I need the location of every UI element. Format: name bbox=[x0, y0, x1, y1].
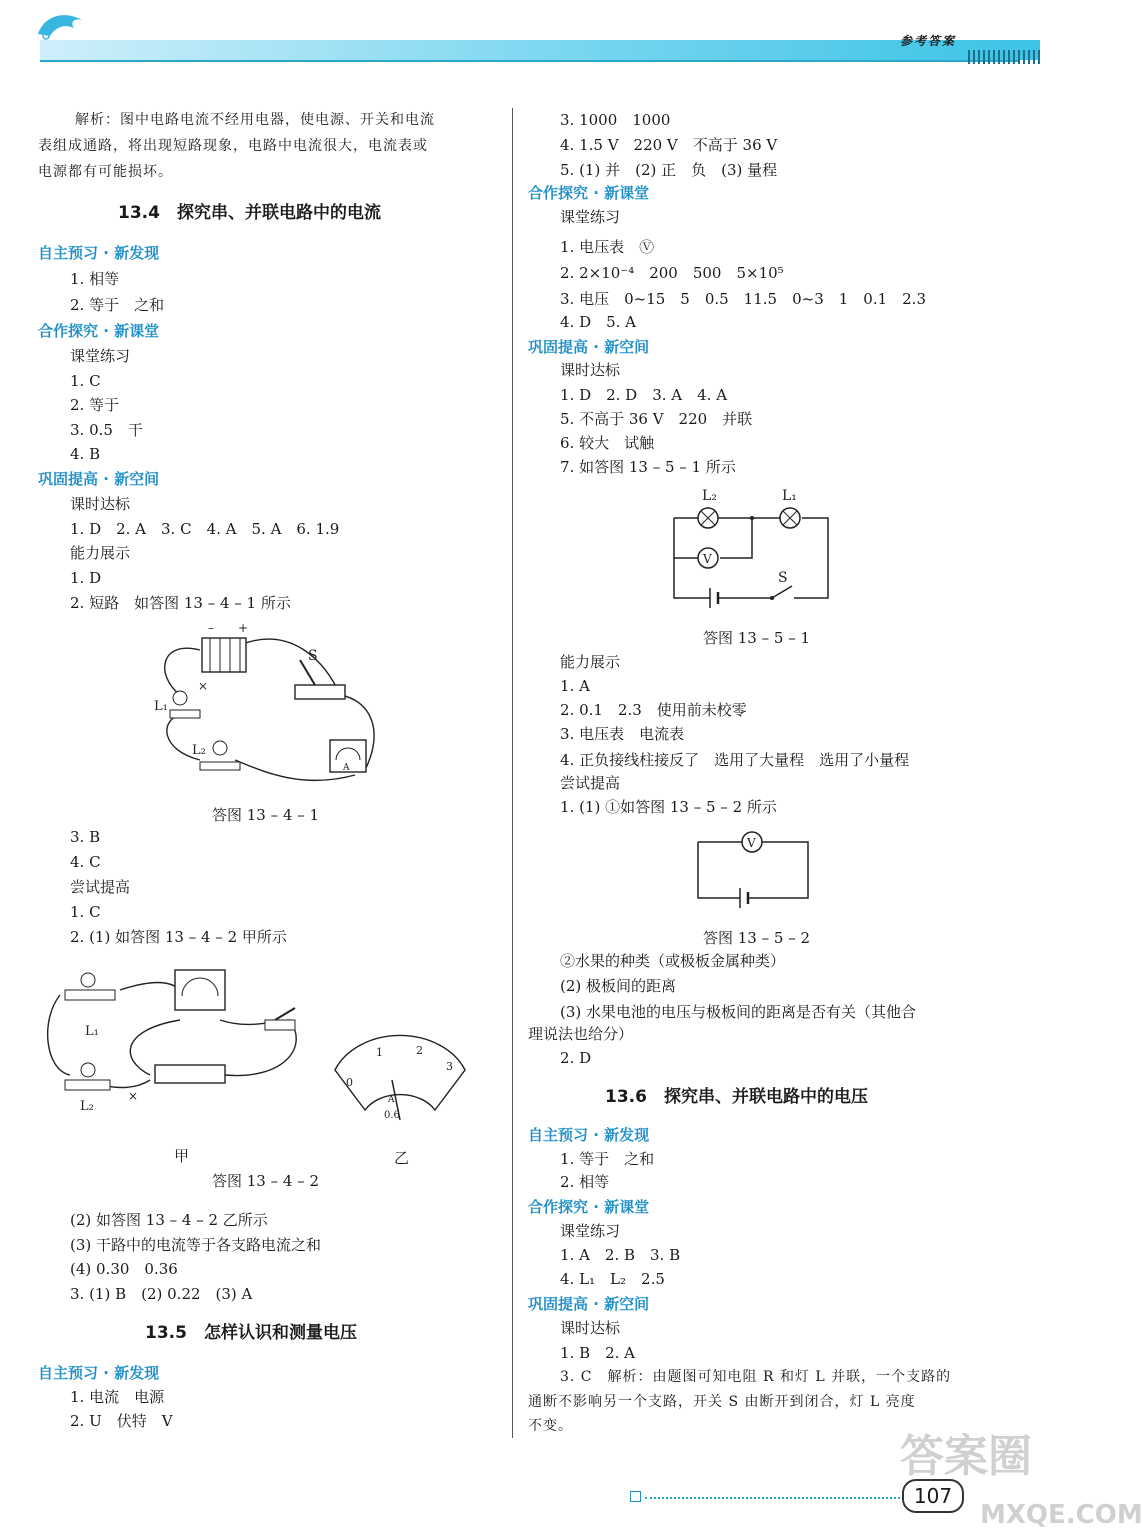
answer-line: 理说法也给分） bbox=[528, 1025, 634, 1043]
header-ticks bbox=[968, 50, 1040, 64]
answer-line: 电源都有可能损坏。 bbox=[38, 164, 173, 180]
answer-line: 5. 不高于 36 V 220 并联 bbox=[560, 410, 753, 428]
answer-line: (4) 0.30 0.36 bbox=[70, 1260, 178, 1278]
section-heading: 13.4 探究串、并联电路中的电流 bbox=[118, 203, 381, 223]
answer-line: 3. (1) B (2) 0.22 (3) A bbox=[70, 1285, 253, 1303]
figure-13-5-1 bbox=[660, 478, 840, 613]
section-heading: 13.5 怎样认识和测量电压 bbox=[145, 1323, 357, 1343]
answer-line: (2) 如答图 13 – 4 – 2 乙所示 bbox=[70, 1211, 268, 1229]
section-label: 巩固提高 · 新空间 bbox=[528, 338, 650, 356]
answer-line: 尝试提高 bbox=[560, 774, 621, 792]
answer-line: 3. 电压 0~15 5 0.5 11.5 0~3 1 0.1 2.3 bbox=[560, 290, 926, 308]
answer-line: 解析：图中电路电流不经用电器，使电源、开关和电流 bbox=[75, 112, 435, 128]
answer-line: 5. (1) 并 (2) 正 负 (3) 量程 bbox=[560, 161, 778, 179]
answer-line: 1. D bbox=[70, 569, 102, 587]
svg-text:L₂: L₂ bbox=[192, 743, 206, 758]
svg-text:L₂: L₂ bbox=[702, 488, 717, 504]
svg-text:1: 1 bbox=[376, 1046, 383, 1059]
answer-line: 3. 0.5 干 bbox=[70, 421, 143, 439]
answer-line: 4. D 5. A bbox=[560, 313, 637, 331]
svg-text:V: V bbox=[703, 552, 712, 566]
caption-13-4-1: 答图 13 – 4 – 1 bbox=[212, 806, 320, 824]
answer-line: 通断不影响另一个支路，开关 S 由断开到闭合，灯 L 亮度 bbox=[528, 1394, 916, 1410]
svg-text:×: × bbox=[198, 679, 209, 693]
answer-line: 不变。 bbox=[528, 1418, 573, 1434]
answer-line: 4. L₁ L₂ 2.5 bbox=[560, 1270, 665, 1288]
answer-line: 2. 短路 如答图 13 – 4 – 1 所示 bbox=[70, 594, 291, 612]
answer-line: 尝试提高 bbox=[70, 878, 131, 896]
battery-pack-icon bbox=[202, 638, 246, 672]
caption-13-4-2-b: 乙 bbox=[394, 1149, 410, 1167]
answer-line: 3. 1000 1000 bbox=[560, 111, 671, 129]
section-label: 巩固提高 · 新空间 bbox=[528, 1295, 650, 1313]
svg-text:–: – bbox=[208, 621, 214, 635]
figure-13-4-2-b bbox=[330, 1040, 470, 1130]
section-label: 自主预习 · 新发现 bbox=[38, 1364, 160, 1382]
answer-line: 3. C 解析：由题图可知电阻 R 和灯 L 并联，一个支路的 bbox=[560, 1369, 952, 1385]
svg-text:0: 0 bbox=[346, 1076, 353, 1089]
header-rule bbox=[40, 60, 1020, 62]
svg-text:L₁: L₁ bbox=[782, 488, 797, 504]
answer-line: 1. 等于 之和 bbox=[560, 1150, 655, 1168]
section-label: 自主预习 · 新发现 bbox=[38, 244, 160, 262]
answer-line: 1. 相等 bbox=[70, 270, 120, 288]
answer-line: 能力展示 bbox=[560, 653, 621, 671]
caption-13-5-2: 答图 13 – 5 – 2 bbox=[703, 929, 811, 947]
svg-text:0.6: 0.6 bbox=[384, 1110, 400, 1121]
answer-line: 课堂练习 bbox=[560, 208, 621, 226]
answer-line: 1. A 2. B 3. B bbox=[560, 1246, 681, 1264]
answer-line: 2. 等于 bbox=[70, 396, 120, 414]
battery-icon bbox=[155, 1065, 225, 1083]
answer-line: (3) 水果电池的电压与极板间的距离是否有关（其他合 bbox=[560, 1003, 917, 1021]
answer-line: 2. U 伏特 V bbox=[70, 1412, 173, 1430]
answer-line: 1. B 2. A bbox=[560, 1344, 636, 1362]
svg-text:A: A bbox=[388, 1095, 395, 1105]
svg-text:L₁: L₁ bbox=[85, 1024, 99, 1039]
answer-line: 2. 相等 bbox=[560, 1173, 610, 1191]
answer-line: ②水果的种类（或极板金属种类） bbox=[560, 952, 786, 970]
answer-line: 1. (1) ①如答图 13 – 5 – 2 所示 bbox=[560, 798, 777, 816]
switch-label: S bbox=[308, 648, 318, 664]
answer-line: 1. D 2. D 3. A 4. A bbox=[560, 386, 728, 404]
switch-icon bbox=[295, 685, 345, 699]
header-band bbox=[40, 40, 1040, 60]
answer-line: 7. 如答图 13 – 5 – 1 所示 bbox=[560, 458, 736, 476]
figure-13-5-2 bbox=[690, 822, 820, 912]
section-heading: 13.6 探究串、并联电路中的电压 bbox=[605, 1087, 868, 1107]
answer-line: 4. B bbox=[70, 445, 101, 463]
answer-line: 2. D bbox=[560, 1049, 592, 1067]
answer-line: 1. C bbox=[70, 903, 101, 921]
header-title: 参考答案 bbox=[900, 34, 957, 48]
svg-text:2: 2 bbox=[416, 1044, 423, 1057]
answer-line: (3) 干路中的电流等于各支路电流之和 bbox=[70, 1236, 322, 1254]
bulb-l2-icon bbox=[81, 1063, 95, 1077]
answer-line: 课时达标 bbox=[70, 495, 131, 513]
answer-line: 课时达标 bbox=[560, 361, 621, 379]
answer-line: 能力展示 bbox=[70, 544, 131, 562]
answer-line: 4. 1.5 V 220 V 不高于 36 V bbox=[560, 136, 778, 154]
answer-line: 4. 正负接线柱接反了 选用了大量程 选用了小量程 bbox=[560, 751, 910, 769]
answer-line: 2. 2×10⁻⁴ 200 500 5×10⁵ bbox=[560, 264, 784, 282]
answer-line: 课堂练习 bbox=[560, 1222, 621, 1240]
watermark-url: MXQE.COM bbox=[980, 1500, 1143, 1530]
answer-line: 1. D 2. A 3. C 4. A 5. A 6. 1.9 bbox=[70, 520, 340, 538]
section-label: 自主预习 · 新发现 bbox=[528, 1126, 650, 1144]
switch-icon bbox=[265, 1020, 295, 1030]
answer-line: 6. 较大 试触 bbox=[560, 434, 655, 452]
page-number: 107 bbox=[902, 1479, 964, 1513]
svg-text:V: V bbox=[747, 836, 756, 850]
answer-line: 课堂练习 bbox=[70, 347, 131, 365]
answer-line: 1. 电压表 Ⓥ bbox=[560, 238, 655, 256]
answer-line: 课时达标 bbox=[560, 1319, 621, 1337]
caption-13-4-2-a: 甲 bbox=[174, 1147, 190, 1165]
section-label: 合作探究 · 新课堂 bbox=[528, 1198, 650, 1216]
svg-text:L₁: L₁ bbox=[154, 699, 168, 714]
bulb-l1-icon bbox=[173, 691, 187, 705]
footer-dots bbox=[645, 1497, 900, 1499]
answer-line: 2. 等于 之和 bbox=[70, 296, 165, 314]
bulb-l1-icon bbox=[81, 973, 95, 987]
svg-text:3: 3 bbox=[446, 1060, 453, 1073]
svg-text:S: S bbox=[778, 570, 788, 586]
caption-13-5-1: 答图 13 – 5 – 1 bbox=[703, 629, 811, 647]
bulb-l2-icon bbox=[213, 741, 227, 755]
answer-line: 1. A bbox=[560, 677, 590, 695]
footer-square bbox=[630, 1491, 641, 1502]
section-label: 巩固提高 · 新空间 bbox=[38, 470, 160, 488]
svg-text:L₂: L₂ bbox=[80, 1099, 94, 1114]
section-label: 合作探究 · 新课堂 bbox=[38, 322, 160, 340]
watermark-logo: 答案圈 bbox=[900, 1431, 1032, 1482]
answer-line: 3. B bbox=[70, 828, 101, 846]
answer-line: (2) 极板间的距离 bbox=[560, 977, 677, 995]
answer-line: 1. C bbox=[70, 372, 101, 390]
answer-line: 3. 电压表 电流表 bbox=[560, 725, 685, 743]
answer-line: 表组成通路，将出现短路现象，电路中电流很大，电流表或 bbox=[38, 138, 428, 154]
figure-13-4-2-a bbox=[40, 960, 310, 1120]
svg-text:×: × bbox=[128, 1089, 139, 1103]
answer-line: 1. 电流 电源 bbox=[70, 1388, 165, 1406]
svg-text:+: + bbox=[238, 621, 249, 635]
section-label: 合作探究 · 新课堂 bbox=[528, 184, 650, 202]
column-divider bbox=[512, 108, 513, 1438]
answer-line: 2. 0.1 2.3 使用前未校零 bbox=[560, 701, 747, 719]
answer-line: 4. C bbox=[70, 853, 101, 871]
figure-13-4-1 bbox=[140, 620, 400, 800]
answer-line: 2. (1) 如答图 13 – 4 – 2 甲所示 bbox=[70, 928, 287, 946]
svg-text:A: A bbox=[343, 763, 350, 773]
caption-13-4-2: 答图 13 – 4 – 2 bbox=[212, 1172, 320, 1190]
